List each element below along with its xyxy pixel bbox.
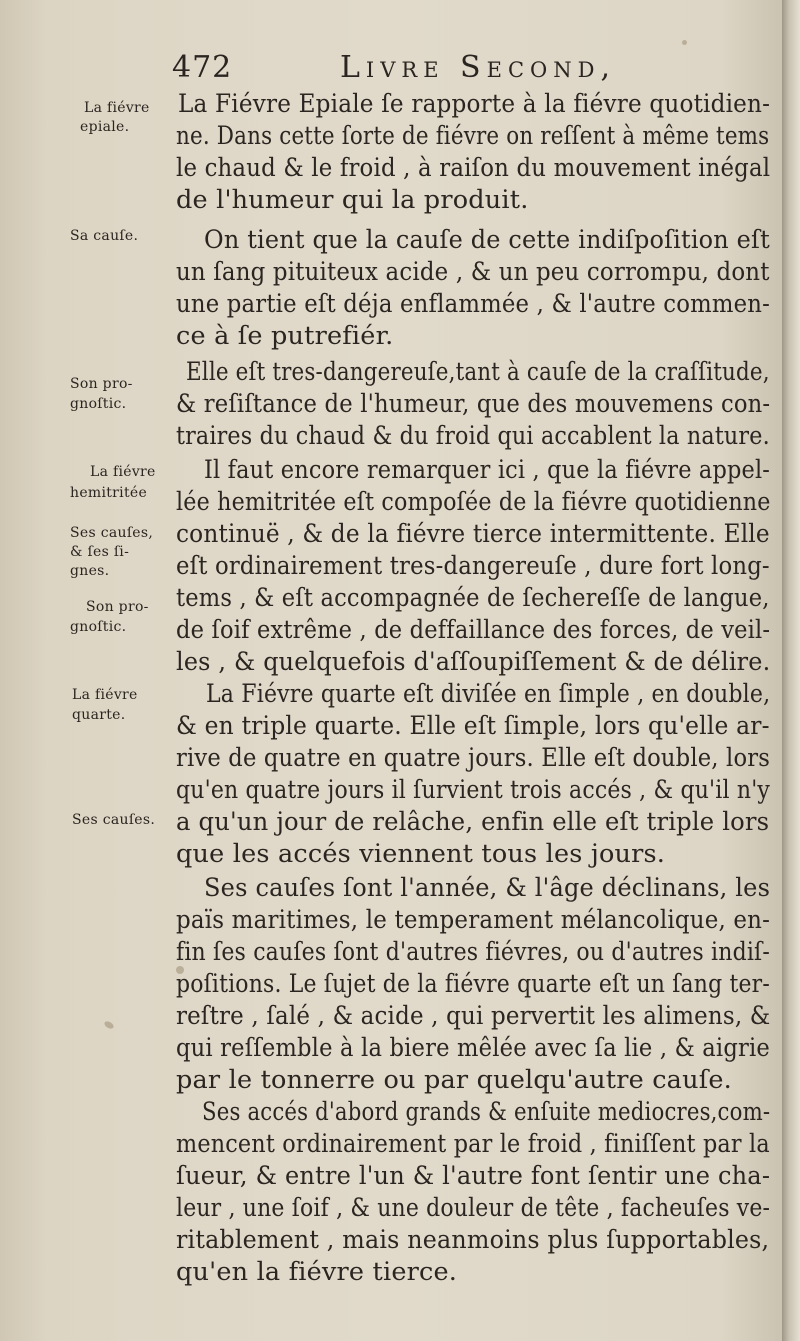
text-line: mencent ordinairement par le froid , finiſſent par la [176, 1129, 770, 1159]
text-line: de l'humeur qui la produit. [176, 185, 529, 215]
margin-note: epiale. [80, 119, 130, 135]
ink-mark [103, 1020, 115, 1030]
margin-note: Ses cauſes, [70, 525, 154, 541]
text-line: une partie eſt déja enflammée , & l'autre commen- [176, 289, 771, 319]
text-line: tems , & eſt accompagnée de ſechereſſe de langue, [176, 583, 770, 613]
margin-note: quarte. [72, 707, 126, 723]
text-line: lée hemitritée eſt compoſée de la fiévre quotidienne [176, 487, 771, 517]
text-line: rive de quatre en quatre jours. Elle eſt double, lors [176, 743, 771, 773]
margin-note: hemitritée [70, 485, 148, 501]
text-line: Il faut encore remarquer ici , que la fiévre appel- [204, 455, 771, 485]
text-line: qu'en la fiévre tierce. [176, 1257, 458, 1287]
text-line: a qu'un jour de relâche, enfin elle eſt triple lors [176, 807, 770, 837]
text-line: traires du chaud & du froid qui accablent la nature. [176, 421, 770, 451]
text-line: par le tonnerre ou par quelqu'autre cauſe. [176, 1065, 732, 1095]
text-line: Ses cauſes ſont l'année, & l'âge déclinans, les [204, 873, 771, 903]
text-line: & reſiſtance de l'humeur, que des mouvemens con- [176, 389, 771, 419]
text-line: reſtre , ſalé , & acide , qui pervertit les alimens, & [176, 1001, 771, 1031]
page-edge [782, 0, 800, 1341]
text-line: fin ſes cauſes ſont d'autres fiévres, ou d'autres indiſ- [176, 937, 770, 967]
margin-note: La fiévre [84, 100, 150, 116]
text-line: qui reſſemble à la biere mêlée avec ſa lie , & aigrie [176, 1033, 770, 1063]
text-line: ritablement , mais neanmoins plus ſupportables, [176, 1225, 770, 1255]
text-line: Ses accés d'abord grands & enſuite mediocres,com- [202, 1097, 771, 1127]
ink-mark [682, 40, 687, 45]
text-line: de ſoif extrême , de deffaillance des forces, de veil- [176, 615, 771, 645]
text-line: eſt ordinairement tres-dangereuſe , dure fort long- [176, 551, 770, 581]
margin-note: La fiévre [72, 687, 138, 703]
text-line: païs maritimes, le temperament mélancolique, en- [176, 905, 771, 935]
text-line: La Fiévre quarte eſt diviſée en ſimple , en double, [206, 679, 771, 709]
text-line: La Fiévre Epiale ſe rapporte à la fiévre quotidien- [178, 89, 771, 119]
margin-note: Sa cauſe. [70, 228, 139, 244]
margin-note: gnoſtic. [70, 396, 127, 412]
text-line: & en triple quarte. Elle eſt ſimple, lors qu'elle ar- [176, 711, 770, 741]
margin-note: gnoſtic. [70, 619, 127, 635]
text-line: ne. Dans cette ſorte de fiévre on reſſent à même tems [176, 121, 770, 151]
page-number: 472 [172, 50, 233, 85]
margin-note: Son pro- [70, 376, 133, 392]
ink-mark [176, 966, 184, 974]
running-head: Livre Second, [340, 50, 616, 85]
text-line: leur , une ſoif , & une douleur de tête , facheuſes ve- [176, 1193, 771, 1223]
text-line: que les accés viennent tous les jours. [176, 839, 666, 869]
text-line: Elle eſt tres-dangereuſe,tant à cauſe de la craſſitude, [186, 357, 770, 387]
margin-note: La fiévre [90, 464, 156, 480]
margin-note: Son pro- [86, 599, 149, 615]
text-line: ce à ſe putrefiér. [176, 321, 394, 351]
text-line: continuë , & de la fiévre tierce intermittente. Elle [176, 519, 770, 549]
text-line: qu'en quatre jours il ſurvient trois accés , & qu'il n'y [176, 775, 771, 805]
text-line: poſitions. Le ſujet de la fiévre quarte eſt un ſang ter- [176, 969, 770, 999]
margin-note: gnes. [70, 563, 110, 579]
text-line: un ſang pituiteux acide , & un peu corrompu, dont [176, 257, 770, 287]
text-line: On tient que la cauſe de cette indiſpoſition eſt [204, 225, 770, 255]
text-line: le chaud & le froid , à raiſon du mouvement inégal [176, 153, 771, 183]
margin-note: Ses cauſes. [72, 812, 156, 828]
text-line: les , & quelquefois d'aſſoupiſſement & de délire. [176, 647, 771, 677]
text-line: ſueur, & entre l'un & l'autre font ſentir une cha- [176, 1161, 771, 1191]
margin-note: & ſes ſi- [70, 544, 130, 560]
